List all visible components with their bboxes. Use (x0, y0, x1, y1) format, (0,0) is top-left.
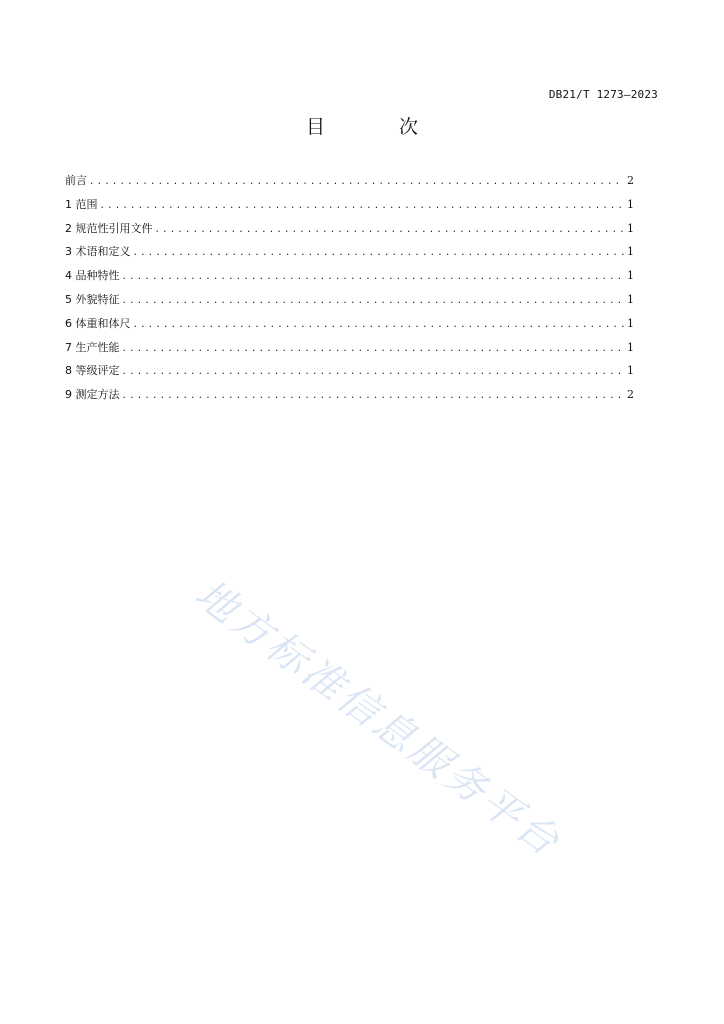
toc-entry-label: 2 规范性引用文件 (65, 221, 153, 235)
toc-entry-label: 4 品种特性 (65, 269, 120, 283)
toc-entry-label: 6 体重和体尺 (65, 316, 131, 330)
toc-entry-page: 1 (627, 292, 634, 306)
toc-entry-foreword[interactable] (65, 172, 634, 196)
standard-code: DB21/T 1273—2023 (548, 88, 658, 101)
toc-entry-label: 前言 (65, 174, 87, 187)
toc-leader-dots (89, 177, 624, 187)
toc-entry-weight-body-size[interactable] (65, 315, 634, 339)
toc-entry-breed-characteristics[interactable] (65, 267, 634, 291)
toc-entry-page: 2 (627, 388, 634, 402)
watermark: 地方标准信息服务平台 (186, 570, 570, 867)
toc-leader-dots (122, 344, 625, 354)
toc-entry-label: 8 等级评定 (65, 364, 120, 378)
toc-entry-measurement-methods[interactable] (65, 386, 634, 410)
toc-entry-page: 1 (627, 269, 634, 283)
toc-entry-page: 1 (627, 364, 634, 378)
toc-entry-page: 2 (627, 174, 634, 187)
toc-leader-dots (155, 225, 625, 235)
toc-leader-dots (122, 367, 625, 377)
toc-entry-page: 1 (627, 245, 634, 259)
toc-leader-dots (133, 248, 625, 258)
toc-leader-dots (100, 201, 625, 211)
toc-entry-page: 1 (627, 197, 634, 211)
toc-leader-dots (122, 296, 625, 306)
toc-entry-label: 7 生产性能 (65, 340, 120, 354)
toc-entry-grading[interactable] (65, 362, 634, 386)
toc-entry-normative-references[interactable] (65, 220, 634, 244)
toc-leader-dots (122, 272, 625, 282)
toc-entry-label: 1 范围 (65, 197, 98, 211)
toc-leader-dots (133, 320, 625, 330)
table-of-contents (65, 172, 634, 410)
toc-entry-production-performance[interactable] (65, 339, 634, 363)
toc-entry-page: 1 (627, 221, 634, 235)
toc-entry-page: 1 (627, 316, 634, 330)
toc-entry-appearance[interactable] (65, 291, 634, 315)
toc-entry-label: 9 测定方法 (65, 388, 120, 402)
toc-entry-label: 3 术语和定义 (65, 245, 131, 259)
page-title: 目 次 (305, 116, 453, 138)
toc-leader-dots (122, 391, 625, 401)
toc-entry-label: 5 外貌特征 (65, 292, 120, 306)
toc-entry-scope[interactable] (65, 196, 634, 220)
toc-entry-terms-definitions[interactable] (65, 243, 634, 267)
toc-entry-page: 1 (627, 340, 634, 354)
